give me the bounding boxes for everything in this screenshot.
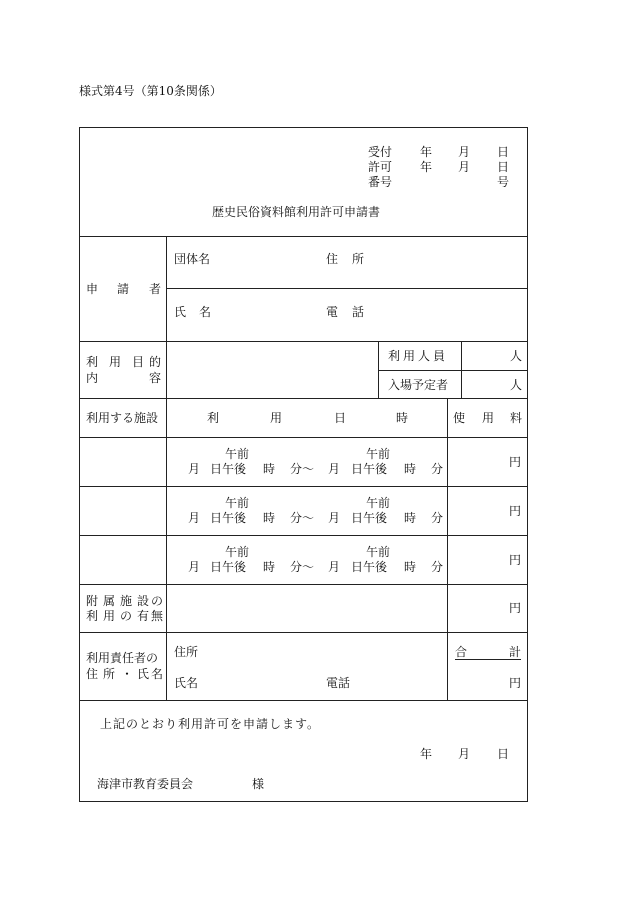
fee-header-char: 用	[482, 411, 495, 425]
rule-purpose-bottom	[79, 398, 528, 399]
attached-label-char: の	[151, 594, 164, 608]
datetime-header-char: 時	[396, 411, 409, 425]
addressee-honorific: 様	[252, 777, 265, 791]
yen-unit: 円	[509, 455, 522, 469]
rule-row2-bottom	[79, 535, 528, 536]
day-pm-label: 日午後	[210, 462, 247, 476]
month-label: 月	[188, 462, 201, 476]
fee-header-char: 使	[453, 411, 466, 425]
month-label: 月	[328, 462, 341, 476]
date-month: 月	[458, 747, 471, 761]
purpose-label-char: 利	[86, 355, 99, 369]
responsible-phone-label: 電話	[326, 676, 351, 690]
day-pm-label: 日午後	[210, 560, 247, 574]
permitted-label: 許可	[368, 160, 393, 174]
form-title: 歴史民俗資料館利用許可申請書	[212, 205, 381, 219]
permitted-year: 年	[420, 160, 433, 174]
applicant-label-1: 申	[86, 282, 99, 296]
day-pm-label: 日午後	[351, 511, 388, 525]
number-label: 番号	[368, 175, 393, 189]
attached-label-char: 用	[103, 609, 116, 623]
name-label-2: 名	[199, 305, 212, 319]
minute-label: 分～	[290, 560, 315, 574]
yen-unit: 円	[509, 601, 522, 615]
hour-label: 時	[263, 462, 276, 476]
purpose-label-char: 用	[109, 355, 122, 369]
month-label: 月	[328, 560, 341, 574]
date-year: 年	[420, 747, 433, 761]
name-label-1: 氏	[174, 305, 187, 319]
am-label: 午前	[225, 545, 250, 559]
phone-label-1: 電	[326, 305, 339, 319]
rule-row3-bottom	[79, 584, 528, 585]
fee-header-char: 料	[510, 411, 523, 425]
rule-facility-header-bottom	[79, 437, 528, 438]
am-label: 午前	[366, 545, 391, 559]
hour-label: 時	[263, 511, 276, 525]
responsible-label-char: 名	[151, 667, 164, 681]
rule-label-column	[166, 236, 167, 700]
yen-unit: 円	[509, 504, 522, 518]
received-label: 受付	[368, 145, 393, 159]
responsible-name-label: 氏名	[174, 676, 199, 690]
day-pm-label: 日午後	[210, 511, 247, 525]
declaration-statement: 上記のとおり利用許可を申請します。	[100, 717, 321, 731]
rule-purpose-value-split	[461, 341, 462, 398]
number-suffix: 号	[497, 175, 510, 189]
hour-label: 時	[263, 560, 276, 574]
month-label: 月	[328, 511, 341, 525]
rule-purpose-split	[378, 341, 379, 398]
facility-label: 利用する施設	[86, 411, 159, 425]
am-label: 午前	[366, 496, 391, 510]
purpose-label-char: 容	[149, 371, 162, 385]
rule-attached-bottom	[79, 632, 528, 633]
minute-label: 分～	[290, 511, 315, 525]
total-yen: 円	[509, 676, 522, 690]
rule-purpose-mid	[378, 370, 528, 371]
minute-label: 分	[431, 462, 444, 476]
attached-label-char: 利	[86, 609, 99, 623]
attached-label-char: 無	[151, 609, 164, 623]
day-pm-label: 日午後	[351, 560, 388, 574]
users-label: 利用人員	[388, 349, 449, 363]
date-day: 日	[497, 747, 510, 761]
attached-label-char: 施	[120, 594, 133, 608]
hour-label: 時	[404, 511, 417, 525]
hour-label: 時	[404, 560, 417, 574]
hour-label: 時	[404, 462, 417, 476]
purpose-label-char: 目	[132, 355, 145, 369]
total-label-2: 計	[509, 645, 522, 659]
rule-applicant-mid	[166, 288, 528, 289]
am-label: 午前	[225, 447, 250, 461]
total-underline	[455, 659, 521, 660]
phone-label-2: 話	[352, 305, 365, 319]
users-unit: 人	[510, 349, 523, 363]
rule-fee-column	[447, 398, 448, 700]
datetime-header-char: 日	[334, 411, 347, 425]
attached-label-char: の	[120, 609, 133, 623]
received-month: 月	[458, 145, 471, 159]
am-label: 午前	[366, 447, 391, 461]
datetime-header-char: 用	[270, 411, 283, 425]
attached-label-char: 設	[137, 594, 150, 608]
datetime-header-char: 利	[207, 411, 220, 425]
am-label: 午前	[225, 496, 250, 510]
purpose-label-char: 内	[86, 371, 99, 385]
responsible-label-line1: 利用責任者の	[86, 651, 159, 665]
minute-label: 分	[431, 511, 444, 525]
month-label: 月	[188, 511, 201, 525]
attached-label-char: 附	[86, 594, 99, 608]
responsible-label-char: 所	[103, 667, 116, 681]
expected-visitors-label: 入場予定者	[388, 378, 449, 392]
attached-label-char: 属	[103, 594, 116, 608]
address-label-1: 住	[326, 252, 339, 266]
responsible-label-char: 氏	[137, 667, 150, 681]
responsible-address-label: 住所	[174, 645, 199, 659]
expected-visitors-unit: 人	[510, 378, 523, 392]
rule-row1-bottom	[79, 486, 528, 487]
applicant-label-2: 請	[117, 282, 130, 296]
received-day: 日	[497, 145, 510, 159]
permitted-month: 月	[458, 160, 471, 174]
minute-label: 分	[431, 560, 444, 574]
received-year: 年	[420, 145, 433, 159]
month-label: 月	[188, 560, 201, 574]
rule-header-bottom	[79, 236, 528, 237]
addressee: 海津市教育委員会	[97, 777, 194, 791]
attached-label-char: 有	[137, 609, 150, 623]
rule-responsible-bottom	[79, 700, 528, 701]
yen-unit: 円	[509, 553, 522, 567]
form-code: 様式第4号（第10条関係）	[79, 84, 222, 98]
applicant-label-3: 者	[149, 282, 162, 296]
total-label-1: 合	[455, 645, 468, 659]
address-label-2: 所	[352, 252, 365, 266]
org-name-label: 団体名	[174, 252, 211, 266]
responsible-label-char: ・	[121, 667, 134, 681]
purpose-label-char: 的	[149, 355, 162, 369]
permitted-day: 日	[497, 160, 510, 174]
day-pm-label: 日午後	[351, 462, 388, 476]
minute-label: 分～	[290, 462, 315, 476]
responsible-label-char: 住	[86, 667, 99, 681]
